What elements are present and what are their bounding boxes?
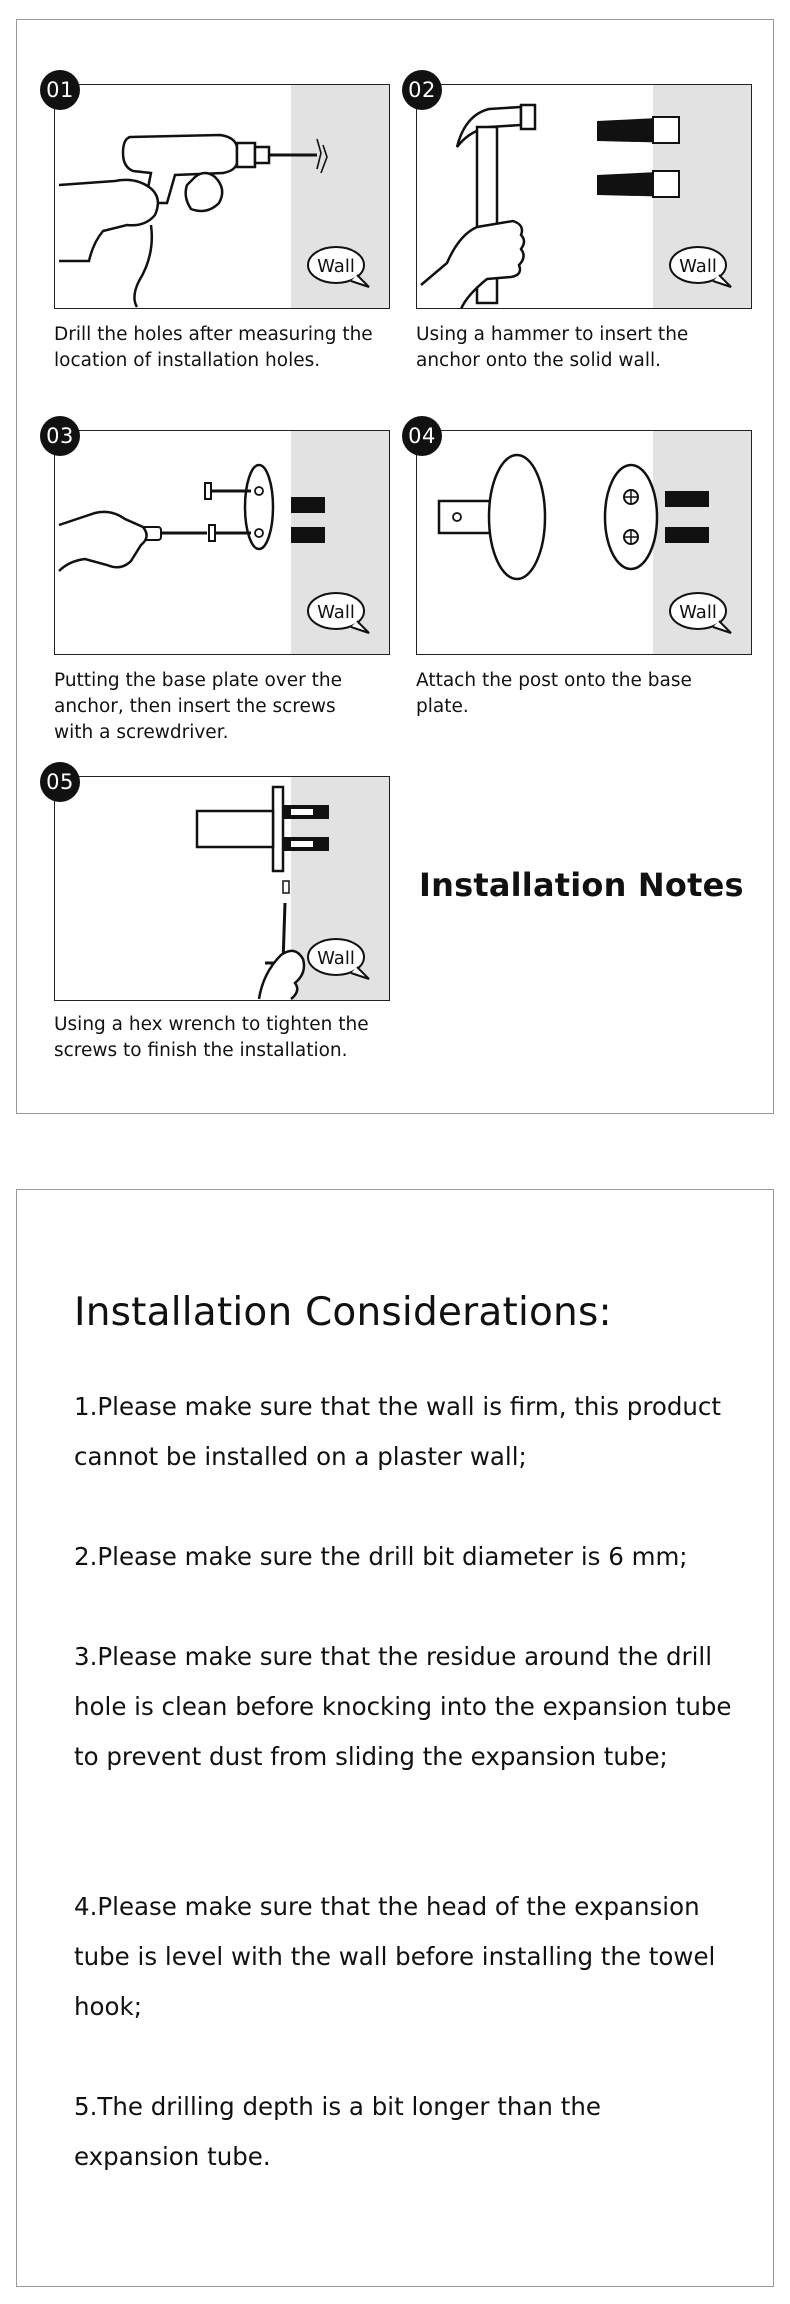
step-03-caption: Putting the base plate over the anchor, then insert the screws with a screwdriver. [54,670,343,743]
post-attach-illustration [417,431,752,655]
step-04-caption: Attach the post onto the base plate. [416,670,692,717]
step-05-badge: 05 [40,762,80,802]
wall-label: Wall [679,602,717,623]
step-01-caption: Drill the holes after measuring the location of installation holes. [54,324,373,371]
considerations-title: Installation Considerations: [74,1290,612,1335]
screwdriver-illustration [55,431,390,655]
step-02-badge: 02 [402,70,442,110]
hammer-illustration [417,85,752,309]
consideration-item-3: 3.Please make sure that the residue around the drill hole is clean before knocking into the expansion tube to prevent dust from sliding the expansion tube; [74,1642,732,1771]
step-05-caption: Using a hex wrench to tighten the screws to finish the installation. [54,1014,369,1061]
consideration-item-2: 2.Please make sure the drill bit diameter is 6 mm; [74,1542,688,1571]
step-05-illustration [54,776,390,1001]
step-01-badge: 01 [40,70,80,110]
step-02-illustration [416,84,752,309]
wall-label: Wall [317,602,355,623]
step-03-badge: 03 [40,416,80,456]
step-02-caption: Using a hammer to insert the anchor onto the solid wall. [416,324,689,371]
step-01-illustration [54,84,390,309]
step-04-illustration [416,430,752,655]
step-03-illustration [54,430,390,655]
drill-illustration [55,85,390,309]
consideration-item-1: 1.Please make sure that the wall is firm, this product cannot be installed on a plaster wall; [74,1392,722,1471]
installation-notes-title: Installation Notes [419,866,744,904]
consideration-item-4: 4.Please make sure that the head of the expansion tube is level with the wall before installing the towel hook; [74,1892,716,2021]
consideration-item-5: 5.The drilling depth is a bit longer than the expansion tube. [74,2092,601,2171]
wall-label: Wall [679,256,717,277]
wall-label: Wall [317,256,355,277]
wall-label: Wall [317,948,355,969]
step-04-badge: 04 [402,416,442,456]
hex-wrench-illustration [55,777,390,1001]
